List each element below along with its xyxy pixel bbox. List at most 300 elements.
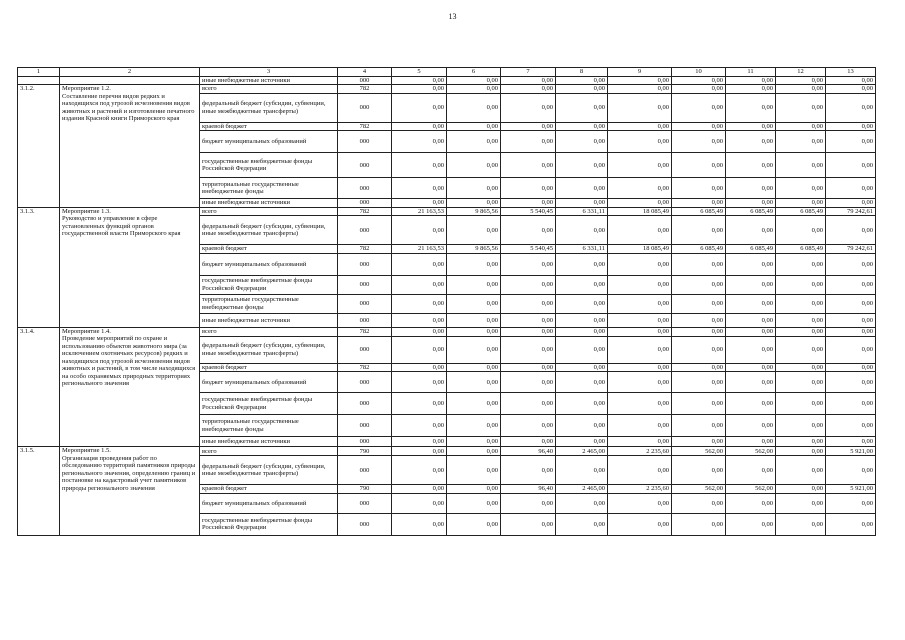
amount-cell: 0,00 — [826, 153, 876, 178]
amount-cell: 0,00 — [447, 313, 501, 327]
header-cell: 10 — [672, 68, 726, 77]
amount-cell: 0,00 — [672, 93, 726, 122]
amount-cell: 0,00 — [556, 178, 608, 199]
budget-code: 000 — [338, 178, 392, 199]
header-cell: 1 — [18, 68, 60, 77]
amount-cell: 0,00 — [826, 363, 876, 371]
budget-code: 000 — [338, 153, 392, 178]
amount-cell: 0,00 — [501, 415, 556, 437]
amount-cell: 0,00 — [501, 216, 556, 245]
amount-cell: 562,00 — [672, 485, 726, 493]
amount-cell: 0,00 — [726, 456, 776, 485]
amount-cell: 0,00 — [726, 85, 776, 93]
amount-cell: 0,00 — [826, 393, 876, 415]
amount-cell: 0,00 — [392, 216, 447, 245]
amount-cell: 0,00 — [447, 363, 501, 371]
amount-cell: 0,00 — [726, 122, 776, 130]
amount-cell: 0,00 — [826, 253, 876, 275]
amount-cell: 0,00 — [726, 178, 776, 199]
amount-cell: 0,00 — [726, 393, 776, 415]
budget-code: 782 — [338, 363, 392, 371]
amount-cell: 0,00 — [608, 513, 672, 535]
amount-cell: 0,00 — [776, 85, 826, 93]
amount-cell: 0,00 — [556, 327, 608, 336]
amount-cell: 0,00 — [776, 336, 826, 363]
amount-cell: 0,00 — [776, 437, 826, 447]
amount-cell: 0,00 — [608, 313, 672, 327]
amount-cell: 0,00 — [826, 294, 876, 313]
amount-cell: 0,00 — [501, 294, 556, 313]
amount-cell: 0,00 — [447, 513, 501, 535]
funding-source: государственные внебюджетные фонды Российской Федерации — [200, 393, 338, 415]
amount-cell: 0,00 — [447, 294, 501, 313]
amount-cell: 0,00 — [826, 437, 876, 447]
budget-code: 000 — [338, 336, 392, 363]
amount-cell: 0,00 — [826, 513, 876, 535]
amount-cell: 6 331,11 — [556, 245, 608, 253]
header-cell: 7 — [501, 68, 556, 77]
amount-cell: 0,00 — [556, 131, 608, 153]
activity-title — [60, 85, 200, 207]
amount-cell: 0,00 — [726, 253, 776, 275]
amount-cell: 0,00 — [776, 456, 826, 485]
funding-source: иные внебюджетные источники — [200, 313, 338, 327]
amount-cell: 0,00 — [672, 216, 726, 245]
amount-cell: 0,00 — [392, 493, 447, 513]
activity-description: Проведение мероприятий по охране и использованию объектов животного мира (за исключением охотничьих ресурсов) редких и находящихся под угрозой исчезновения видов животных и растений, в том числе находящихся на особо охраняемых природных территориях регионального значения — [62, 335, 196, 388]
amount-cell: 0,00 — [672, 437, 726, 447]
funding-source: всего — [200, 327, 338, 336]
funding-source: государственные внебюджетные фонды Российской Федерации — [200, 153, 338, 178]
budget-code: 000 — [338, 456, 392, 485]
amount-cell: 0,00 — [556, 77, 608, 85]
amount-cell: 0,00 — [608, 363, 672, 371]
activity-heading: Мероприятие 1.4. — [62, 327, 111, 335]
amount-cell: 0,00 — [501, 93, 556, 122]
budget-code: 782 — [338, 85, 392, 93]
amount-cell: 0,00 — [726, 216, 776, 245]
amount-cell: 0,00 — [447, 199, 501, 207]
header-cell: 5 — [392, 68, 447, 77]
header-cell: 2 — [60, 68, 200, 77]
row-index — [18, 77, 60, 85]
amount-cell: 0,00 — [447, 493, 501, 513]
amount-cell: 0,00 — [556, 93, 608, 122]
amount-cell: 0,00 — [447, 131, 501, 153]
amount-cell: 79 242,61 — [826, 207, 876, 215]
amount-cell: 0,00 — [392, 93, 447, 122]
amount-cell: 0,00 — [672, 253, 726, 275]
amount-cell: 0,00 — [556, 493, 608, 513]
amount-cell: 0,00 — [501, 253, 556, 275]
amount-cell: 2 465,00 — [556, 485, 608, 493]
amount-cell: 9 865,56 — [447, 207, 501, 215]
funding-source: государственные внебюджетные фонды Российской Федерации — [200, 513, 338, 535]
amount-cell: 21 163,53 — [392, 245, 447, 253]
table-row — [18, 327, 876, 336]
amount-cell: 0,00 — [447, 336, 501, 363]
amount-cell: 0,00 — [501, 363, 556, 371]
amount-cell: 0,00 — [501, 122, 556, 130]
amount-cell: 0,00 — [776, 363, 826, 371]
amount-cell: 0,00 — [608, 93, 672, 122]
activity-title — [60, 207, 200, 327]
amount-cell: 0,00 — [556, 437, 608, 447]
amount-cell: 0,00 — [776, 513, 826, 535]
amount-cell: 0,00 — [672, 513, 726, 535]
amount-cell: 0,00 — [726, 363, 776, 371]
amount-cell: 6 085,49 — [776, 207, 826, 215]
amount-cell: 0,00 — [608, 253, 672, 275]
amount-cell: 0,00 — [392, 513, 447, 535]
amount-cell: 0,00 — [776, 485, 826, 493]
funding-source: федеральный бюджет (субсидии, субвенции, иные межбюджетные трансферты) — [200, 336, 338, 363]
amount-cell: 0,00 — [447, 447, 501, 456]
budget-code: 000 — [338, 275, 392, 294]
budget-code: 000 — [338, 493, 392, 513]
funding-source: краевой бюджет — [200, 485, 338, 493]
amount-cell: 0,00 — [726, 437, 776, 447]
amount-cell: 0,00 — [826, 93, 876, 122]
amount-cell: 6 085,49 — [672, 245, 726, 253]
table-row — [18, 447, 876, 456]
amount-cell: 0,00 — [776, 178, 826, 199]
funding-source: краевой бюджет — [200, 245, 338, 253]
amount-cell: 0,00 — [392, 77, 447, 85]
funding-source: иные внебюджетные источники — [200, 199, 338, 207]
amount-cell: 0,00 — [726, 513, 776, 535]
amount-cell: 0,00 — [392, 336, 447, 363]
amount-cell: 0,00 — [608, 327, 672, 336]
activity-title — [60, 77, 200, 85]
amount-cell: 0,00 — [501, 437, 556, 447]
amount-cell: 0,00 — [726, 93, 776, 122]
amount-cell: 0,00 — [776, 327, 826, 336]
amount-cell: 562,00 — [672, 447, 726, 456]
amount-cell: 0,00 — [392, 447, 447, 456]
page-number: 13 — [448, 12, 457, 21]
amount-cell: 0,00 — [447, 485, 501, 493]
amount-cell: 0,00 — [447, 437, 501, 447]
amount-cell: 0,00 — [726, 131, 776, 153]
amount-cell: 0,00 — [392, 372, 447, 393]
amount-cell: 562,00 — [726, 485, 776, 493]
header-cell: 4 — [338, 68, 392, 77]
amount-cell: 0,00 — [776, 447, 826, 456]
budget-code: 000 — [338, 199, 392, 207]
amount-cell: 2 465,00 — [556, 447, 608, 456]
header-cell: 6 — [447, 68, 501, 77]
amount-cell: 0,00 — [826, 327, 876, 336]
amount-cell: 0,00 — [556, 253, 608, 275]
amount-cell: 0,00 — [556, 85, 608, 93]
budget-code: 782 — [338, 327, 392, 336]
row-index: 3.1.5. — [18, 447, 60, 535]
amount-cell: 0,00 — [826, 216, 876, 245]
funding-source: бюджет муниципальных образований — [200, 493, 338, 513]
activity-heading: Мероприятие 1.2. — [62, 85, 111, 93]
amount-cell: 0,00 — [501, 178, 556, 199]
amount-cell: 0,00 — [608, 372, 672, 393]
funding-source: территориальные государственные внебюджетные фонды — [200, 415, 338, 437]
amount-cell: 0,00 — [447, 393, 501, 415]
amount-cell: 0,00 — [608, 199, 672, 207]
amount-cell: 0,00 — [776, 415, 826, 437]
amount-cell: 0,00 — [608, 77, 672, 85]
amount-cell: 0,00 — [392, 275, 447, 294]
header-cell: 13 — [826, 68, 876, 77]
amount-cell: 0,00 — [556, 513, 608, 535]
amount-cell: 0,00 — [608, 131, 672, 153]
budget-code: 782 — [338, 122, 392, 130]
amount-cell: 0,00 — [501, 493, 556, 513]
amount-cell: 0,00 — [392, 178, 447, 199]
amount-cell: 0,00 — [608, 122, 672, 130]
amount-cell: 96,40 — [501, 485, 556, 493]
amount-cell: 0,00 — [826, 372, 876, 393]
funding-source: иные внебюджетные источники — [200, 437, 338, 447]
amount-cell: 0,00 — [776, 93, 826, 122]
budget-code: 000 — [338, 513, 392, 535]
funding-source: федеральный бюджет (субсидии, субвенции, иные межбюджетные трансферты) — [200, 456, 338, 485]
funding-source: территориальные государственные внебюджетные фонды — [200, 178, 338, 199]
amount-cell: 0,00 — [726, 275, 776, 294]
amount-cell: 0,00 — [501, 372, 556, 393]
funding-source: иные внебюджетные источники — [200, 77, 338, 85]
amount-cell: 0,00 — [826, 199, 876, 207]
amount-cell: 0,00 — [776, 199, 826, 207]
amount-cell: 0,00 — [501, 275, 556, 294]
budget-code: 000 — [338, 216, 392, 245]
amount-cell: 0,00 — [392, 437, 447, 447]
budget-code: 000 — [338, 294, 392, 313]
amount-cell: 0,00 — [392, 85, 447, 93]
amount-cell: 0,00 — [556, 415, 608, 437]
budget-code: 000 — [338, 131, 392, 153]
amount-cell: 0,00 — [608, 415, 672, 437]
amount-cell: 0,00 — [608, 393, 672, 415]
funding-source: краевой бюджет — [200, 363, 338, 371]
amount-cell: 0,00 — [726, 313, 776, 327]
amount-cell: 0,00 — [826, 456, 876, 485]
amount-cell: 0,00 — [501, 199, 556, 207]
amount-cell: 0,00 — [501, 131, 556, 153]
amount-cell: 0,00 — [501, 336, 556, 363]
budget-code: 000 — [338, 393, 392, 415]
budget-code: 790 — [338, 447, 392, 456]
funding-source: территориальные государственные внебюджетные фонды — [200, 294, 338, 313]
amount-cell: 0,00 — [672, 327, 726, 336]
activity-description: Организация проведения работ по обследованию территорий памятников природы регионального значения, определению границ и постановке на кадастровый учет памятников природы регионального значения — [62, 454, 196, 492]
amount-cell: 0,00 — [672, 122, 726, 130]
amount-cell: 0,00 — [826, 85, 876, 93]
amount-cell: 0,00 — [501, 456, 556, 485]
amount-cell: 0,00 — [447, 122, 501, 130]
amount-cell: 0,00 — [447, 275, 501, 294]
funding-source: федеральный бюджет (субсидии, субвенции, иные межбюджетные трансферты) — [200, 93, 338, 122]
amount-cell: 0,00 — [392, 313, 447, 327]
amount-cell: 0,00 — [501, 313, 556, 327]
amount-cell: 0,00 — [726, 199, 776, 207]
funding-source: всего — [200, 85, 338, 93]
amount-cell: 9 865,56 — [447, 245, 501, 253]
budget-code: 000 — [338, 437, 392, 447]
amount-cell: 0,00 — [776, 393, 826, 415]
activity-title — [60, 327, 200, 446]
amount-cell: 0,00 — [726, 493, 776, 513]
row-index: 3.1.2. — [18, 85, 60, 207]
amount-cell: 2 235,60 — [608, 485, 672, 493]
amount-cell: 0,00 — [726, 294, 776, 313]
funding-source: бюджет муниципальных образований — [200, 253, 338, 275]
amount-cell: 0,00 — [392, 363, 447, 371]
funding-source: всего — [200, 207, 338, 215]
amount-cell: 0,00 — [501, 85, 556, 93]
amount-cell: 0,00 — [392, 485, 447, 493]
amount-cell: 0,00 — [608, 85, 672, 93]
funding-source: бюджет муниципальных образований — [200, 372, 338, 393]
amount-cell: 0,00 — [501, 393, 556, 415]
amount-cell: 0,00 — [556, 122, 608, 130]
amount-cell: 0,00 — [672, 275, 726, 294]
table-row — [18, 207, 876, 215]
budget-code: 782 — [338, 245, 392, 253]
amount-cell: 0,00 — [672, 372, 726, 393]
budget-code: 000 — [338, 93, 392, 122]
budget-code: 782 — [338, 207, 392, 215]
amount-cell: 0,00 — [608, 216, 672, 245]
amount-cell: 0,00 — [672, 199, 726, 207]
header-cell: 11 — [726, 68, 776, 77]
amount-cell: 562,00 — [726, 447, 776, 456]
amount-cell: 0,00 — [776, 153, 826, 178]
amount-cell: 0,00 — [556, 393, 608, 415]
amount-cell: 0,00 — [608, 178, 672, 199]
amount-cell: 0,00 — [556, 456, 608, 485]
amount-cell: 0,00 — [501, 513, 556, 535]
amount-cell: 0,00 — [392, 131, 447, 153]
amount-cell: 0,00 — [672, 294, 726, 313]
amount-cell: 0,00 — [776, 313, 826, 327]
amount-cell: 6 085,49 — [672, 207, 726, 215]
amount-cell: 0,00 — [501, 327, 556, 336]
header-cell: 9 — [608, 68, 672, 77]
amount-cell: 18 085,49 — [608, 245, 672, 253]
amount-cell: 79 242,61 — [826, 245, 876, 253]
amount-cell: 0,00 — [672, 336, 726, 363]
amount-cell: 0,00 — [556, 199, 608, 207]
row-index: 3.1.3. — [18, 207, 60, 327]
funding-source: государственные внебюджетные фонды Российской Федерации — [200, 275, 338, 294]
amount-cell: 0,00 — [826, 336, 876, 363]
amount-cell: 0,00 — [501, 77, 556, 85]
amount-cell: 0,00 — [826, 131, 876, 153]
activity-description: Руководство и управление в сфере установленных функций органов государственной власти Приморского края — [62, 215, 181, 238]
amount-cell: 96,40 — [501, 447, 556, 456]
amount-cell: 0,00 — [608, 336, 672, 363]
amount-cell: 0,00 — [826, 493, 876, 513]
amount-cell: 6 085,49 — [776, 245, 826, 253]
funding-source: краевой бюджет — [200, 122, 338, 130]
amount-cell: 0,00 — [672, 363, 726, 371]
amount-cell: 0,00 — [726, 153, 776, 178]
amount-cell: 0,00 — [608, 456, 672, 485]
budget-table — [17, 67, 876, 536]
amount-cell: 0,00 — [672, 493, 726, 513]
amount-cell: 0,00 — [392, 122, 447, 130]
amount-cell: 0,00 — [556, 275, 608, 294]
amount-cell: 0,00 — [608, 294, 672, 313]
amount-cell: 0,00 — [776, 122, 826, 130]
amount-cell: 5 921,00 — [826, 485, 876, 493]
budget-code: 000 — [338, 77, 392, 85]
amount-cell: 0,00 — [556, 216, 608, 245]
amount-cell: 5 921,00 — [826, 447, 876, 456]
amount-cell: 0,00 — [672, 415, 726, 437]
amount-cell: 0,00 — [447, 216, 501, 245]
activity-heading: Мероприятие 1.5. — [62, 447, 111, 455]
amount-cell: 0,00 — [826, 275, 876, 294]
amount-cell: 0,00 — [826, 178, 876, 199]
amount-cell: 0,00 — [447, 253, 501, 275]
funding-source: федеральный бюджет (субсидии, субвенции, иные межбюджетные трансферты) — [200, 216, 338, 245]
table-row — [18, 77, 876, 85]
amount-cell: 0,00 — [556, 153, 608, 178]
amount-cell: 21 163,53 — [392, 207, 447, 215]
amount-cell: 6 085,49 — [726, 245, 776, 253]
amount-cell: 0,00 — [447, 456, 501, 485]
header-cell: 12 — [776, 68, 826, 77]
amount-cell: 0,00 — [447, 372, 501, 393]
amount-cell: 0,00 — [447, 85, 501, 93]
amount-cell: 0,00 — [392, 153, 447, 178]
amount-cell: 0,00 — [726, 77, 776, 85]
amount-cell: 0,00 — [726, 372, 776, 393]
amount-cell: 0,00 — [501, 153, 556, 178]
amount-cell: 0,00 — [826, 77, 876, 85]
amount-cell: 0,00 — [447, 93, 501, 122]
amount-cell: 18 085,49 — [608, 207, 672, 215]
amount-cell: 0,00 — [392, 294, 447, 313]
amount-cell: 0,00 — [447, 415, 501, 437]
header-row — [18, 68, 876, 77]
budget-code: 000 — [338, 253, 392, 275]
amount-cell: 0,00 — [776, 275, 826, 294]
amount-cell: 0,00 — [556, 313, 608, 327]
amount-cell: 0,00 — [826, 313, 876, 327]
amount-cell: 0,00 — [726, 415, 776, 437]
amount-cell: 0,00 — [826, 415, 876, 437]
amount-cell: 0,00 — [447, 153, 501, 178]
amount-cell: 0,00 — [392, 199, 447, 207]
amount-cell: 5 540,45 — [501, 245, 556, 253]
activity-heading: Мероприятие 1.3. — [62, 207, 111, 215]
amount-cell: 0,00 — [672, 456, 726, 485]
amount-cell: 6 085,49 — [726, 207, 776, 215]
table-row — [18, 85, 876, 93]
amount-cell: 6 331,11 — [556, 207, 608, 215]
amount-cell: 0,00 — [608, 275, 672, 294]
amount-cell: 5 540,45 — [501, 207, 556, 215]
header-cell: 8 — [556, 68, 608, 77]
amount-cell: 0,00 — [672, 393, 726, 415]
funding-source: бюджет муниципальных образований — [200, 131, 338, 153]
amount-cell: 0,00 — [726, 336, 776, 363]
amount-cell: 0,00 — [392, 327, 447, 336]
amount-cell: 0,00 — [556, 336, 608, 363]
amount-cell: 0,00 — [392, 253, 447, 275]
amount-cell: 0,00 — [608, 437, 672, 447]
